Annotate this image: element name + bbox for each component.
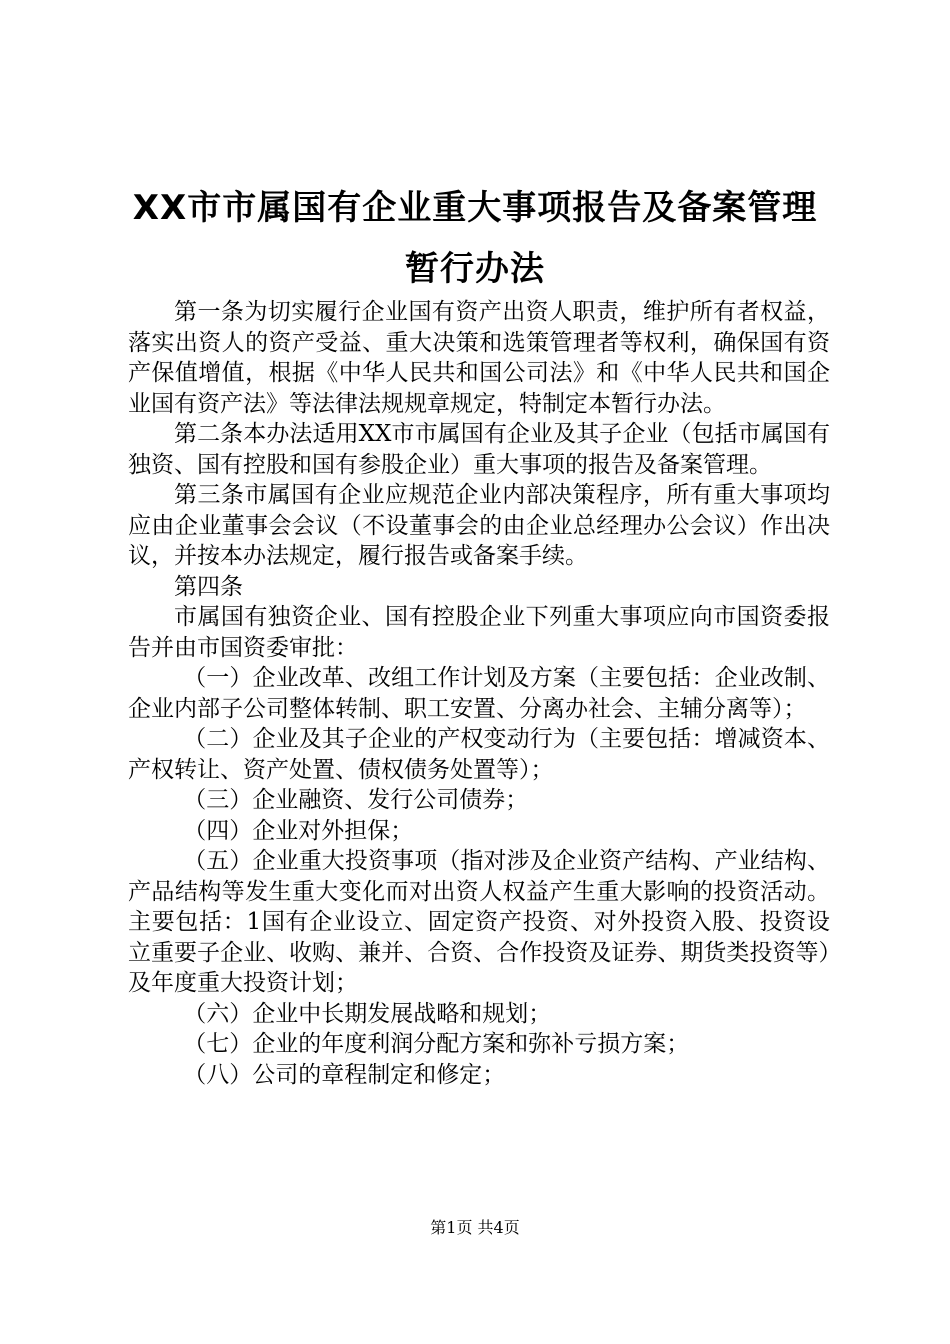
article-2-paragraph: 第二条本办法适用XX市市属国有企业及其子企业（包括市属国有独资、国有控股和国有参股企业）重大事项的报告及备案管理。 (128, 421, 830, 478)
page-number-footer: 第1页 共4页 (430, 1218, 520, 1237)
list-item-6: （六）企业中长期发展战略和规划； (183, 1000, 552, 1027)
list-item-7: （七）企业的年度利润分配方案和弥补亏损方案； (183, 1031, 690, 1057)
list-item-5: （五）企业重大投资事项（指对涉及企业资产结构、产业结构、产品结构等发生重大变化而对出资人权益产生重大影响的投资活动。主要包括：1国有企业设立、固定资产投资、对外投资入股、投资设立重要子企业、收购、兼并、合资、合作投资及证券、期货类投资等）及年度重大投资计划； (128, 848, 830, 996)
article-4-heading: 第四条 (174, 573, 243, 600)
article-4-intro: 市属国有独资企业、国有控股企业下列重大事项应向市国资委报告并由市国资委审批： (128, 604, 830, 661)
list-item-3: （三）企业融资、发行公司债券； (183, 787, 529, 813)
list-item-2: （二）企业及其子企业的产权变动行为（主要包括：增减资本、产权转让、资产处置、债权债务处置等）； (128, 726, 830, 783)
list-item-1: （一）企业改革、改组工作计划及方案（主要包括：企业改制、企业内部子公司整体转制、职工安置、分离办社会、主辅分离等）； (128, 665, 830, 722)
document-body (128, 297, 830, 1090)
document-title-line-1: XX市市属国有企业重大事项报告及备案管理 (132, 188, 818, 228)
article-3-paragraph: 第三条市属国有企业应规范企业内部决策程序，所有重大事项均应由企业董事会会议（不设董事会的由企业总经理办公会议）作出决议，并按本办法规定，履行报告或备案手续。 (128, 482, 830, 569)
list-item-4: （四）企业对外担保； (183, 817, 414, 844)
list-item-8: （八）公司的章程制定和修定； (183, 1061, 506, 1088)
article-1-paragraph: 第一条为切实履行企业国有资产出资人职责，维护所有者权益，落实出资人的资产受益、重大决策和选策管理者等权利，确保国有资产保值增值，根据《中华人民共和国公司法》和《中华人民共和国企业国有资产法》等法律法规规章规定，特制定本暂行办法。 (128, 299, 830, 417)
document-title-line-2: 暂行办法 (405, 249, 545, 289)
